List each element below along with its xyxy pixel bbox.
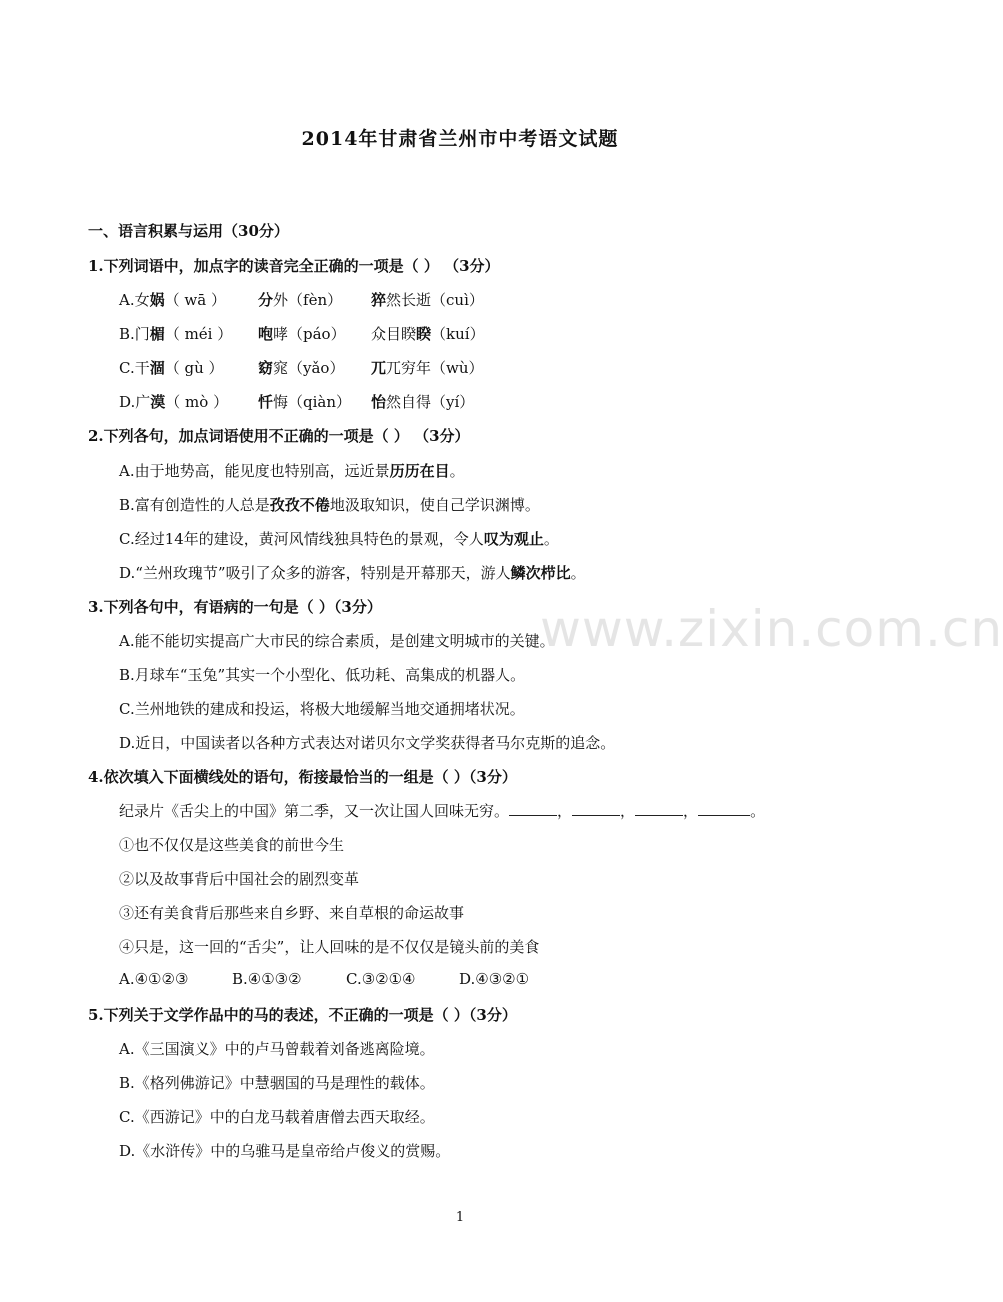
question-3-option-d: D.近日，中国读者以各种方式表达对诺贝尔文学奖获得者马尔克斯的追念。 bbox=[119, 734, 616, 752]
option-d-word: D.广漠（ mò ） bbox=[119, 393, 229, 411]
question-3-option-b: B.月球车“玉兔”其实一个小型化、低功耗、高集成的机器人。 bbox=[119, 666, 526, 684]
option-d-word-3: 怡然自得（yí） bbox=[371, 393, 475, 411]
question-4-item-1: ①也不仅仅是这些美食的前世今生 bbox=[119, 836, 345, 854]
option-a-word: A.女娲（ wā ） bbox=[119, 291, 226, 309]
section-heading: 一、语言积累与运用（30分） bbox=[88, 222, 289, 240]
option-a-word-2: 分外（fèn） bbox=[258, 291, 343, 309]
option-c-word: C.干涸（ gù ） bbox=[119, 359, 224, 377]
question-4-passage: 纪录片《舌尖上的中国》第二季，又一次让国人回味无穷。 ， ， ， 。 bbox=[119, 802, 766, 820]
question-4-item-3: ③还有美食背后那些来自乡野、来自草根的命运故事 bbox=[119, 904, 465, 922]
fill-blank-3[interactable] bbox=[635, 803, 683, 816]
question-4-item-2: ②以及故事背后中国社会的剧烈变革 bbox=[119, 870, 360, 888]
option-b-word: B.门楣（ méi ） bbox=[119, 325, 233, 343]
question-5-option-d: D.《水浒传》中的乌骓马是皇帝给卢俊义的赏赐。 bbox=[119, 1142, 451, 1160]
fill-blank-4[interactable] bbox=[698, 803, 750, 816]
question-5-option-b: B.《格列佛游记》中慧骃国的马是理性的载体。 bbox=[119, 1074, 435, 1092]
question-2-option-d: D.“兰州玫瑰节”吸引了众多的游客，特别是开幕那天，游人鳞次栉比。 bbox=[119, 564, 586, 582]
page-title: 2014年甘肃省兰州市中考语文试题 bbox=[301, 128, 619, 150]
question-2-stem: 2.下列各句，加点词语使用不正确的一项是（ ） （3分） bbox=[88, 427, 470, 445]
option-b-word-3: 众目睽睽（kuí） bbox=[371, 325, 485, 343]
page-number: 1 bbox=[455, 1210, 465, 1225]
question-2-option-b: B.富有创造性的人总是孜孜不倦地汲取知识，使自己学识渊博。 bbox=[119, 496, 540, 514]
choice-b: B.④①③② bbox=[232, 970, 302, 988]
question-5-option-a: A.《三国演义》中的卢马曾载着刘备逃离险境。 bbox=[119, 1040, 435, 1058]
question-2-option-a: A.由于地势高，能见度也特别高，远近景历历在目。 bbox=[119, 462, 465, 480]
option-c-word-3: 兀兀穷年（wù） bbox=[371, 359, 484, 377]
option-b-word-2: 咆哮（páo） bbox=[258, 325, 346, 343]
fill-blank-1[interactable] bbox=[509, 803, 557, 816]
question-3-option-c: C.兰州地铁的建成和投运，将极大地缓解当地交通拥堵状况。 bbox=[119, 700, 525, 718]
question-5-stem: 5.下列关于文学作品中的马的表述，不正确的一项是（ ）（3分） bbox=[88, 1006, 517, 1024]
fill-blank-2[interactable] bbox=[572, 803, 620, 816]
question-1-stem: 1.下列词语中，加点字的读音完全正确的一项是（ ） （3分） bbox=[88, 257, 500, 275]
question-4-item-4: ④只是，这一回的“舌尖”，让人回味的是不仅仅是镜头前的美食 bbox=[119, 938, 540, 956]
choice-d: D.④③②① bbox=[459, 970, 530, 988]
question-3-option-a: A.能不能切实提高广大市民的综合素质，是创建文明城市的关键。 bbox=[119, 632, 555, 650]
question-3-stem: 3.下列各句中，有语病的一句是（ ）（3分） bbox=[88, 598, 382, 616]
question-2-option-c: C.经过14年的建设，黄河风情线独具特色的景观，令人叹为观止。 bbox=[119, 530, 559, 548]
option-c-word-2: 窈窕（yǎo） bbox=[258, 359, 345, 377]
option-a-word-3: 猝然长逝（cuì） bbox=[371, 291, 484, 309]
option-d-word-2: 忏悔（qiàn） bbox=[258, 393, 352, 411]
question-4-stem: 4.依次填入下面横线处的语句，衔接最恰当的一组是（ ）（3分） bbox=[88, 768, 517, 786]
choice-a: A.④①②③ bbox=[119, 970, 189, 988]
choice-c: C.③②①④ bbox=[346, 970, 416, 988]
question-5-option-c: C.《西游记》中的白龙马载着唐僧去西天取经。 bbox=[119, 1108, 435, 1126]
watermark: www.zixin.com.cn bbox=[540, 600, 1003, 658]
